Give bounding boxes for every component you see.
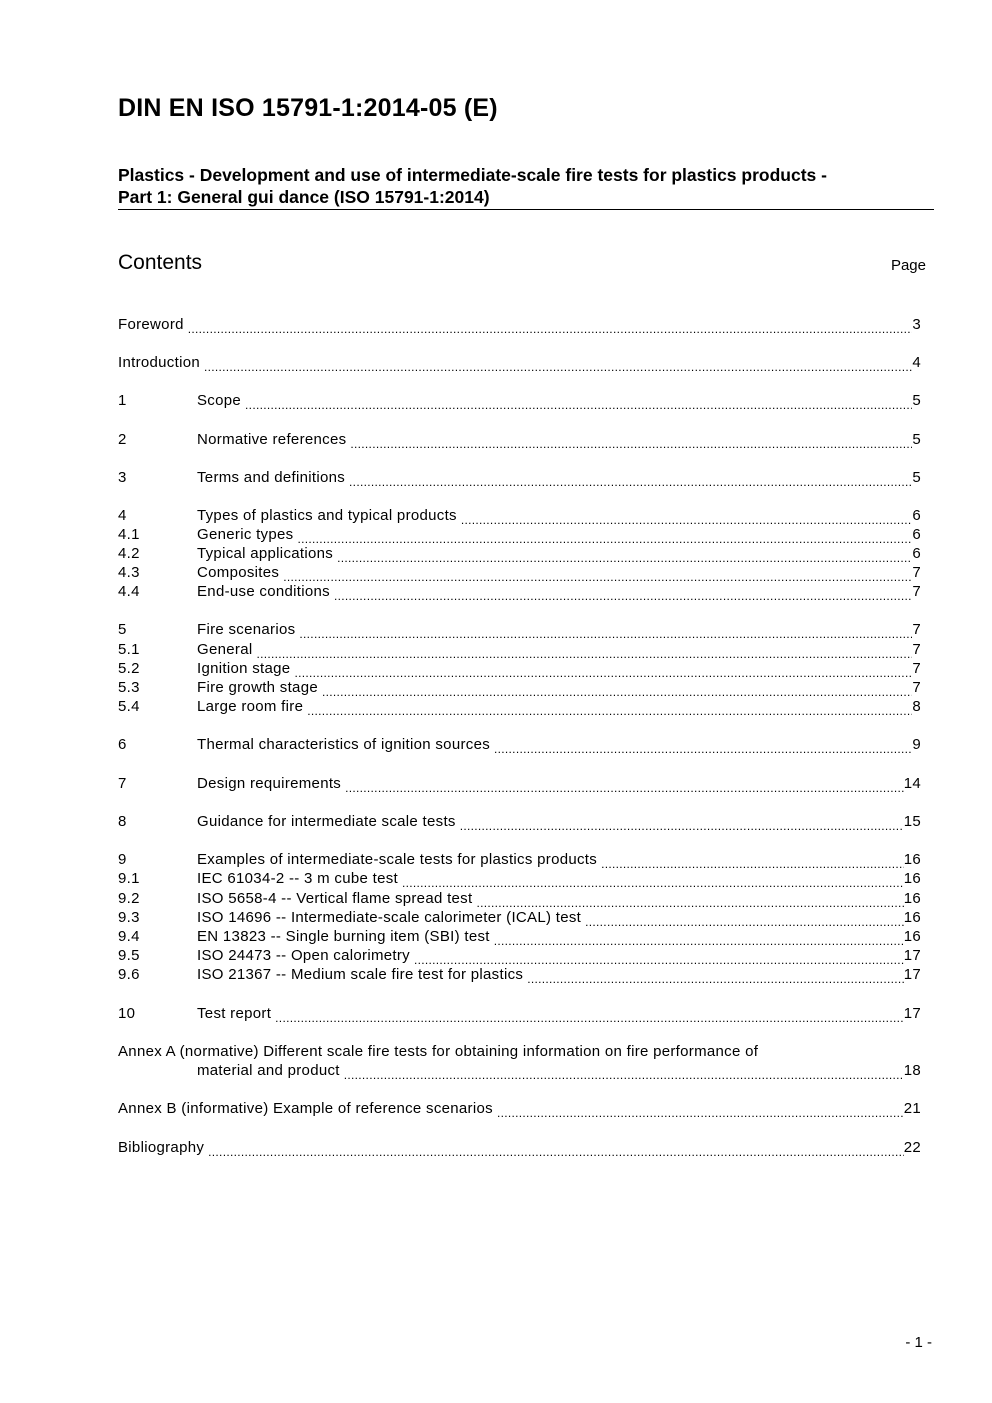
toc-entry-number: 2 <box>118 431 127 448</box>
toc-entry-number: 10 <box>118 1005 136 1022</box>
toc-entry-title: EN 13823 -- Single burning item (SBI) test <box>197 928 490 945</box>
toc-entry-page: 7 <box>912 660 921 677</box>
toc-entry-terms-definitions[interactable] <box>118 469 921 488</box>
toc-leader-dots <box>334 588 912 602</box>
toc-entry-title: Annex B (informative) Example of reference scenarios <box>118 1100 493 1117</box>
toc-entry-normative-references[interactable] <box>118 431 921 450</box>
toc-leader-dots <box>208 1144 904 1158</box>
toc-entry-page: 16 <box>903 909 921 926</box>
toc-entry-title: Bibliography <box>118 1139 205 1156</box>
toc-entry-fire-scenarios[interactable] <box>118 621 921 640</box>
toc-entry-page: 7 <box>912 679 921 696</box>
toc-entry-foreword[interactable] <box>118 316 921 335</box>
page-number: - 1 - <box>905 1334 932 1351</box>
toc-entry-iso-5658-4[interactable] <box>118 890 921 909</box>
toc-leader-dots <box>204 359 912 373</box>
toc-entry-number: 7 <box>118 775 127 792</box>
toc-entry-page: 5 <box>912 392 921 409</box>
toc-entry-title: General <box>197 641 253 658</box>
toc-entry-title: Types of plastics and typical products <box>197 507 457 524</box>
toc-entry-title: Introduction <box>118 354 200 371</box>
toc-entry-page: 4 <box>912 354 921 371</box>
toc-entry-page: 17 <box>903 966 921 983</box>
toc-leader-dots <box>494 741 912 755</box>
toc-leader-dots <box>349 474 912 488</box>
toc-entry-title: Normative references <box>197 431 347 448</box>
toc-entry-number: 4.3 <box>118 564 140 581</box>
toc-entry-number: 9 <box>118 851 127 868</box>
toc-entry-thermal-characteristics[interactable] <box>118 736 921 755</box>
subtitle-divider <box>118 209 934 210</box>
toc-entry-number: 6 <box>118 736 127 753</box>
toc-entry-number: 9.3 <box>118 909 140 926</box>
toc-entry-title: End-use conditions <box>197 583 330 600</box>
toc-entry-title: ISO 14696 -- Intermediate-scale calorimeter (ICAL) test <box>197 909 582 926</box>
toc-entry-iec-61034-2[interactable] <box>118 870 921 889</box>
toc-entry-number: 9.6 <box>118 966 140 983</box>
toc-entry-title: Design requirements <box>197 775 342 792</box>
toc-entry-en-13823[interactable] <box>118 928 921 947</box>
document-id-title: DIN EN ISO 15791-1:2014-05 (E) <box>118 94 498 122</box>
toc-entry-page: 17 <box>903 947 921 964</box>
contents-heading: Contents <box>118 251 203 274</box>
toc-entry-page: 6 <box>912 545 921 562</box>
toc-entry-typical-applications[interactable] <box>118 545 921 564</box>
toc-entry-composites[interactable] <box>118 564 921 583</box>
toc-entry-number: 9.2 <box>118 890 140 907</box>
toc-entry-title: Generic types <box>197 526 294 543</box>
toc-entry-ignition-stage[interactable] <box>118 660 921 679</box>
toc-entry-page: 6 <box>912 507 921 524</box>
toc-entry-title: Thermal characteristics of ignition sources <box>197 736 491 753</box>
toc-entry-title: ISO 21367 -- Medium scale fire test for plastics <box>197 966 524 983</box>
toc-leader-dots <box>337 550 912 564</box>
toc-entry-page: 22 <box>903 1139 921 1156</box>
toc-entry-page: 5 <box>912 469 921 486</box>
toc-entry-title: Foreword <box>118 316 184 333</box>
toc-entry-number: 5.2 <box>118 660 140 677</box>
toc-entry-page: 7 <box>912 621 921 638</box>
toc-leader-dots <box>460 818 904 832</box>
toc-leader-dots <box>345 780 904 794</box>
toc-entry-fire-growth-stage[interactable] <box>118 679 921 698</box>
toc-entry-scope[interactable] <box>118 392 921 411</box>
subtitle-line-2: Part 1: General gui dance (ISO 15791-1:2014) <box>118 187 490 207</box>
toc-entry-page: 16 <box>903 890 921 907</box>
toc-leader-dots <box>294 665 912 679</box>
toc-entry-page: 5 <box>912 431 921 448</box>
toc-entry-iso-21367[interactable] <box>118 966 921 985</box>
toc-entry-title: Test report <box>197 1005 272 1022</box>
toc-entry-annex-a[interactable] <box>118 1062 921 1081</box>
toc-leader-dots <box>494 933 904 947</box>
toc-leader-dots <box>307 703 912 717</box>
toc-entry-title: Composites <box>197 564 280 581</box>
toc-leader-dots <box>497 1105 904 1119</box>
toc-entry-annex-a-line1[interactable]: Annex A (normative) Different scale fire tests for obtaining information on fire performance of <box>118 1043 759 1060</box>
toc-entry-page: 17 <box>903 1005 921 1022</box>
toc-entry-title: Scope <box>197 392 242 409</box>
toc-entry-number: 8 <box>118 813 127 830</box>
toc-leader-dots <box>344 1067 904 1081</box>
toc-entry-title: Terms and definitions <box>197 469 346 486</box>
toc-entry-page: 18 <box>903 1062 921 1079</box>
toc-entry-title: Guidance for intermediate scale tests <box>197 813 456 830</box>
toc-entry-title: Fire growth stage <box>197 679 318 696</box>
toc-entry-page: 6 <box>912 526 921 543</box>
toc-entry-page: 9 <box>912 736 921 753</box>
toc-leader-dots <box>461 512 912 526</box>
toc-entry-iso-24473[interactable] <box>118 947 921 966</box>
toc-entry-page: 16 <box>903 870 921 887</box>
toc-entry-general[interactable] <box>118 641 921 660</box>
toc-leader-dots <box>245 397 912 411</box>
toc-entry-number: 4.1 <box>118 526 140 543</box>
toc-entry-title: material and product <box>197 1062 340 1079</box>
toc-entry-page: 7 <box>912 641 921 658</box>
toc-leader-dots <box>275 1010 904 1024</box>
toc-entry-title: Fire scenarios <box>197 621 296 638</box>
toc-entry-introduction[interactable] <box>118 354 921 373</box>
toc-entry-number: 4.2 <box>118 545 140 562</box>
toc-entry-number: 1 <box>118 392 127 409</box>
subtitle-line-1: Plastics - Development and use of intermediate-scale fire tests for plastics products - <box>118 165 827 185</box>
toc-leader-dots <box>402 875 904 889</box>
toc-entry-test-report[interactable] <box>118 1005 921 1024</box>
toc-entry-number: 5.4 <box>118 698 140 715</box>
toc-entry-number: 9.5 <box>118 947 140 964</box>
toc-leader-dots <box>256 646 912 660</box>
toc-entry-title: ISO 24473 -- Open calorimetry <box>197 947 410 964</box>
toc-entry-page: 16 <box>903 851 921 868</box>
toc-entry-generic-types[interactable] <box>118 526 921 545</box>
toc-entry-annex-b[interactable] <box>118 1100 921 1119</box>
toc-leader-dots <box>322 684 912 698</box>
toc-leader-dots <box>283 569 912 583</box>
page-column-label: Page <box>890 257 926 274</box>
toc-entry-page: 8 <box>912 698 921 715</box>
toc-leader-dots <box>601 856 904 870</box>
toc-entry-page: 15 <box>903 813 921 830</box>
toc-entry-page: 16 <box>903 928 921 945</box>
toc-entry-number: 4.4 <box>118 583 140 600</box>
toc-leader-dots <box>476 895 903 909</box>
toc-entry-page: 7 <box>912 583 921 600</box>
toc-entry-title: Large room fire <box>197 698 304 715</box>
toc-leader-dots <box>585 914 904 928</box>
toc-entry-large-room-fire[interactable] <box>118 698 921 717</box>
toc-entry-number: 3 <box>118 469 127 486</box>
toc-entry-guidance[interactable] <box>118 813 921 832</box>
toc-entry-page: 21 <box>903 1100 921 1117</box>
toc-entry-page: 3 <box>912 316 921 333</box>
toc-leader-dots <box>527 971 904 985</box>
toc-leader-dots <box>350 436 912 450</box>
toc-entry-title: Examples of intermediate-scale tests for plastics products <box>197 851 598 868</box>
toc-entry-types-of-plastics[interactable] <box>118 507 921 526</box>
toc-entry-design-requirements[interactable] <box>118 775 921 794</box>
toc-entry-title: ISO 5658-4 -- Vertical flame spread test <box>197 890 473 907</box>
toc-entry-bibliography[interactable] <box>118 1139 921 1158</box>
document-subtitle <box>118 164 933 208</box>
toc-entry-end-use-conditions[interactable] <box>118 583 921 602</box>
toc-entry-page: 7 <box>912 564 921 581</box>
toc-entry-title: Typical applications <box>197 545 334 562</box>
toc-entry-examples[interactable] <box>118 851 921 870</box>
toc-leader-dots <box>299 626 912 640</box>
toc-entry-number: 5.3 <box>118 679 140 696</box>
toc-entry-number: 4 <box>118 507 127 524</box>
toc-entry-iso-14696[interactable] <box>118 909 921 928</box>
toc-leader-dots <box>297 531 912 545</box>
toc-entry-title: Ignition stage <box>197 660 291 677</box>
toc-entry-page: 14 <box>903 775 921 792</box>
toc-entry-title: IEC 61034-2 -- 3 m cube test <box>197 870 398 887</box>
toc-entry-number: 5.1 <box>118 641 140 658</box>
toc-leader-dots <box>414 952 904 966</box>
toc-entry-number: 9.4 <box>118 928 140 945</box>
toc-entry-number: 9.1 <box>118 870 140 887</box>
toc-entry-number: 5 <box>118 621 127 638</box>
toc-leader-dots <box>188 321 913 335</box>
